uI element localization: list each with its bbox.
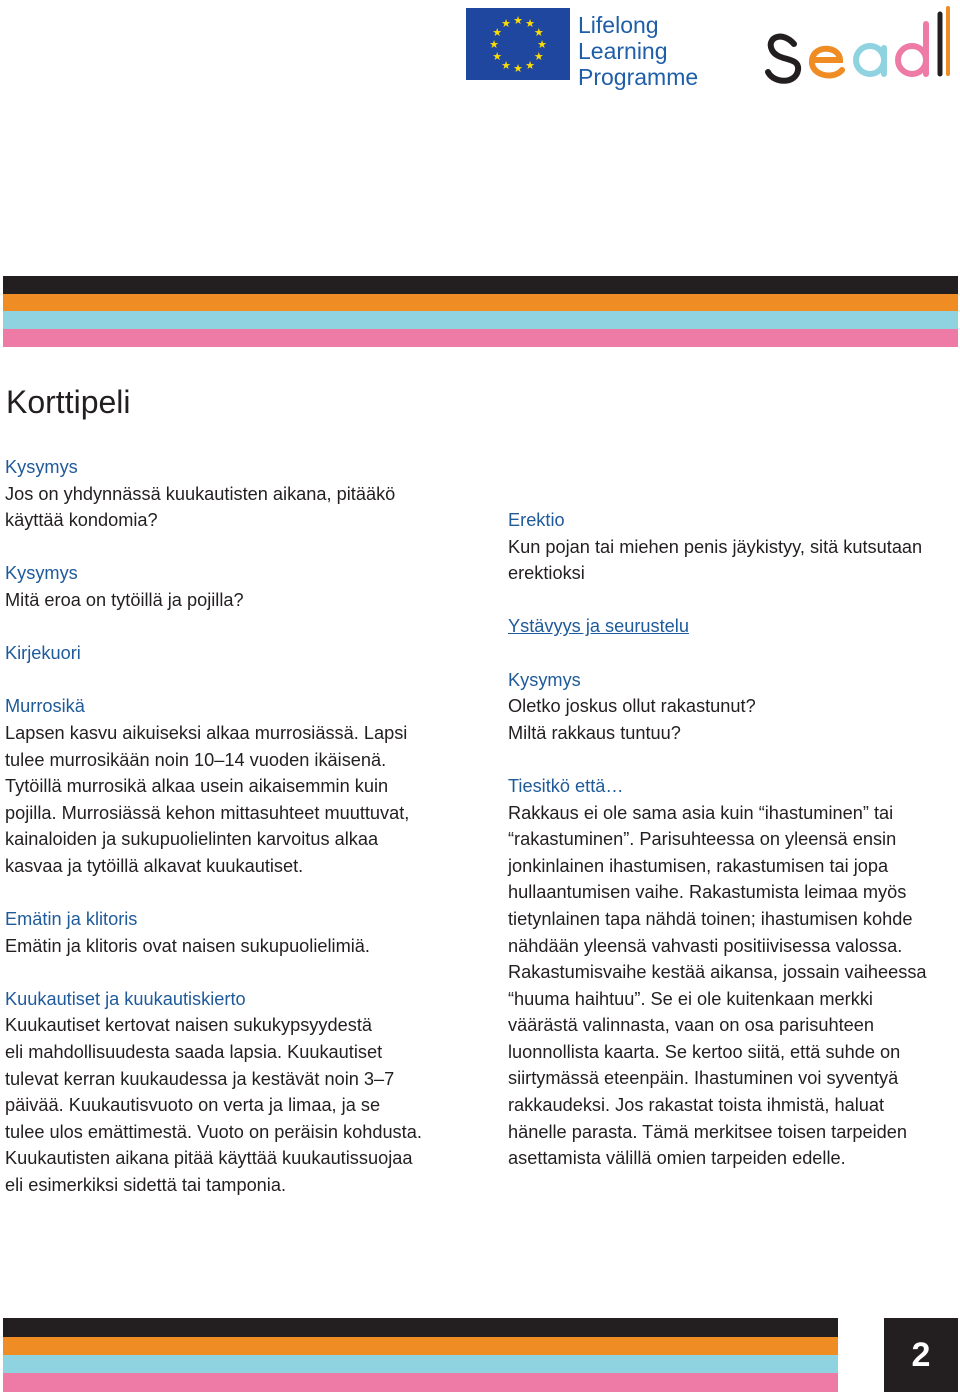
footer-stripe-black [3,1318,838,1337]
card-text-line: jonkinlainen ihastumisen, rakastumisen tai jopa [508,855,889,876]
eu-star-icon: ★ [513,15,523,27]
logo-line-1: Lifelong [578,12,659,38]
card-heading: Kysymys [508,669,581,690]
card-heading: Emätin ja klitoris [5,909,138,930]
card-text-line: Kuukautiset kertovat naisen sukukypsyydestä [5,1015,372,1036]
eu-star-icon: ★ [525,18,535,31]
friendship-dating-link[interactable]: Ystävyys ja seurustelu [508,616,689,637]
eu-star-icon: ★ [501,59,511,72]
sead-logo [764,4,956,90]
footer-stripe-blue [3,1355,838,1373]
card-erection [508,507,958,587]
card-heading: Kysymys [5,563,78,584]
card-question-2 [5,560,455,613]
card-text-line: pojilla. Murrosiässä kehon mittasuhteet muuttuvat, [5,802,410,823]
header-stripe-black [3,276,958,294]
card-envelope [5,640,455,667]
eu-star-icon: ★ [525,59,535,72]
eu-star-icon: ★ [501,18,511,31]
eu-star-icon: ★ [513,63,523,75]
card-text-line: kasvaa ja tytöillä alkavat kuukautiset. [5,855,304,876]
card-heading: Kysymys [5,457,78,477]
logo-line-2: Learning [578,38,668,64]
card-text-line: Miltä rakkaus tuntuu? [508,722,681,743]
card-text-line: hänelle parasta. Tämä merkitsee toisen tarpeiden [508,1121,908,1142]
card-text-line: kainaloiden ja sukupuolielinten karvoitus alkaa [5,829,379,850]
card-text-line: tulee ulos emättimestä. Vuoto on peräisin kohdusta. [5,1121,422,1142]
card-text-line: luonnollista kaarta. Se kertoo siitä, että suhde on [508,1041,901,1062]
card-text-line: rakkaudeksi. Jos rakastat toista ihmistä, haluat [508,1095,885,1116]
lifelong-learning-logo [466,8,712,90]
card-text-line: väärästä valinnasta, vaan on osa parisuhteen [508,1015,875,1036]
card-puberty [5,693,455,879]
card-text-line: tulevat kerran kuukaudessa ja kestävät noin 3–7 [5,1068,395,1089]
card-menstruation [5,986,455,1199]
card-text-line: eli mahdollisuudesta saada lapsia. Kuukautiset [5,1042,383,1063]
left-column [5,454,455,1225]
header-stripe-blue [3,311,958,329]
card-text-line: Oletko joskus ollut rakastunut? [508,696,756,717]
card-text-line: käyttää kondomia? [5,510,158,531]
eu-flag-icon [466,8,570,80]
card-heading: Murrosikä [5,696,85,717]
card-heading: Kirjekuori [5,643,81,664]
card-text-line: “huuma haihtuu”. Se ei ole kuitenkaan merkki [508,988,873,1009]
card-text-line: Jos on yhdynnässä kuukautisten aikana, pitääkö [5,483,396,504]
card-did-you-know [508,773,958,1172]
card-question-1 [5,454,455,534]
card-heading: Tiesitkö että… [508,775,624,796]
card-heading: Erektio [508,510,565,530]
page-title: Korttipeli [6,384,131,420]
card-text-line: Kuukautisten aikana pitää käyttää kuukautissuojaa [5,1148,413,1169]
card-text-line: siirtymässä eteenpäin. Ihastuminen voi syventyä [508,1068,899,1089]
card-question-3 [508,667,958,747]
card-text-line: Mitä eroa on tytöillä ja pojilla? [5,589,244,610]
card-heading: Kuukautiset ja kuukautiskierto [5,988,246,1009]
card-text-line: tulee murrosikään noin 10–14 vuoden ikäisenä. [5,749,387,770]
eu-star-icon: ★ [492,51,503,63]
logo-line-3: Programme [578,64,699,90]
eu-star-icon: ★ [492,27,503,39]
card-text-line: hullaantumisen vaihe. Rakastumista leimaa myös [508,882,907,903]
card-text-line: nähdään yleensä vahvasti positiivisessa valossa. [508,935,903,956]
card-text-line: Tytöillä murrosikä alkaa usein aikaisemmin kuin [5,776,389,797]
card-text-line: Rakkaus ei ole sama asia kuin “ihastuminen” tai [508,802,894,823]
footer-stripe-orange [3,1337,838,1355]
header-stripe-orange [3,294,958,311]
card-text-line: Lapsen kasvu aikuiseksi alkaa murrosiässä. Lapsi [5,722,408,743]
page-number: 2 [884,1318,958,1392]
card-text-line: Emätin ja klitoris ovat naisen sukupuolielimiä. [5,935,370,956]
card-text-line: erektioksi [508,563,585,584]
lifelong-learning-text [578,12,698,90]
card-text-line: Rakastumisvaihe kestää aikansa, jossain vaiheessa [508,962,927,983]
card-text-line: eli esimerkiksi sidettä tai tamponia. [5,1175,287,1196]
card-text-line: Kun pojan tai miehen penis jäykistyy, sitä kutsutaan [508,536,923,557]
card-text-line: päivää. Kuukautisvuoto on verta ja limaa, ja se [5,1095,381,1116]
card-text-line: asettamista välillä omien tarpeiden edelle. [508,1148,846,1169]
footer-stripe-pink [3,1373,838,1392]
eu-star-icon: ★ [533,27,544,39]
right-column [508,507,958,1198]
eu-star-icon: ★ [489,39,499,51]
card-text-line: “rakastuminen”. Parisuhteessa on yleensä ensin [508,829,897,850]
card-friendship [508,613,958,640]
header-stripe-pink [3,329,958,347]
card-text-line: tietynlainen tapa nähdä toinen; ihastumisen kohde [508,908,913,929]
card-anatomy [5,906,455,959]
eu-star-icon: ★ [533,51,544,63]
eu-star-icon: ★ [537,39,547,51]
